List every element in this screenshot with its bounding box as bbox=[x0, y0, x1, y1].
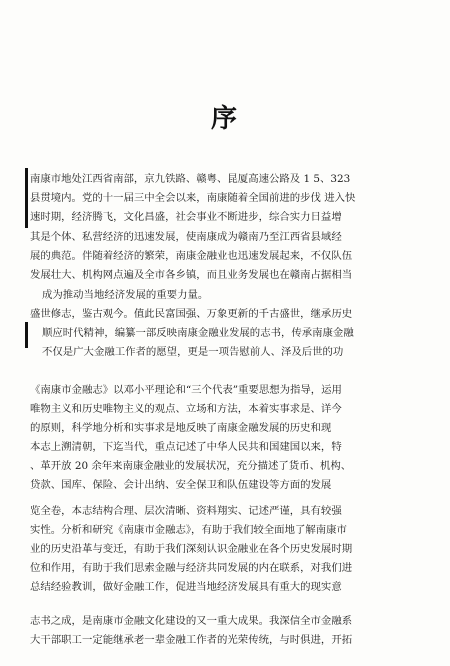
page-title: 序 bbox=[210, 104, 239, 134]
text-line: 的原则，科学地分析和实事求是地反映了南康金融发展的历史和现 bbox=[30, 422, 332, 434]
text-line: 览全卷，本志结构合理、层次清晰、资料翔实、记述严谨，具有较强 bbox=[30, 505, 342, 517]
text-line: 《南康市金融志》以邓小平理论和“三个代表”重要思想为指导，运用 bbox=[30, 384, 342, 396]
text-line: 、革开放 20 余年来南康金融业的发展状况，充分描述了货币、机构、 bbox=[30, 460, 352, 472]
text-line: 位和作用，有助于我们思索金融与经济共同发展的内在联系，对我们进 bbox=[30, 562, 353, 574]
binding-mark bbox=[25, 322, 28, 348]
text-line: 总结经验教训，做好金融工作，促进当地经济发展具有重大的现实意 bbox=[30, 581, 342, 593]
text-line: 业的历史沿革与变迁，有助于我们深刻认识金融业在各个历史发展时期 bbox=[30, 543, 353, 555]
text-line: 不仅是广大金融工作者的愿望，更是一项告慰前人、泽及后世的功 bbox=[42, 346, 344, 358]
text-line: 本志上溯清朝，下迄当代，重点记述了中华人民共和国建国以来，特 bbox=[30, 441, 342, 453]
text-line: 顺应时代精神，编纂一部反映南康金融业发展的志书，传承南康金融 bbox=[42, 327, 354, 339]
text-line: 贷款、国库、保险、会计出纳、安全保卫和队伍建设等方面的发展 bbox=[30, 479, 332, 491]
text-line: 发展壮大、机构网点遍及全市各乡镇，而且业务发展也在赣南占据相当 bbox=[30, 269, 353, 281]
text-line: 南康市地处江西省南部，京九铁路、赣粤、昆厦高速公路及 1 5、323 bbox=[30, 173, 351, 185]
text-line: 大干部职工一定能继承老一辈金融工作者的光荣传统，与时俱进，开拓 bbox=[30, 634, 353, 646]
text-line: 成为推动当地经济发展的重要力量。 bbox=[42, 289, 209, 301]
text-line: 速时期，经济腾飞，文化昌盛，社会事业不断进步，综合实力日益增 bbox=[30, 211, 342, 223]
binding-mark bbox=[25, 168, 28, 228]
text-line: 展的典范。伴随着经济的繁荣，南康金融业也迅速发展起来，不仅队伍 bbox=[30, 250, 353, 262]
text-line: 县贯境内。党的十一届三中全会以来，南康随着全国前进的步伐 进入快 bbox=[30, 192, 356, 204]
text-line: 唯物主义和历史唯物主义的观点、立场和方法，本着实事求是、详今 bbox=[30, 403, 342, 415]
text-line: 实性。分析和研究《南康市金融志》，有助于我们较全面地了解南康市 bbox=[30, 524, 347, 536]
text-line: 其是个体、私营经济的迅速发展，使南康成为赣南乃至江西省县域经 bbox=[30, 231, 342, 243]
text-line: 志书之成，是南康市金融文化建设的又一重大成果。我深信全市金融系 bbox=[30, 615, 353, 627]
text-line: 盛世修志，鉴古观今。值此民富国强、万象更新的千古盛世，继承历史 bbox=[30, 308, 353, 320]
